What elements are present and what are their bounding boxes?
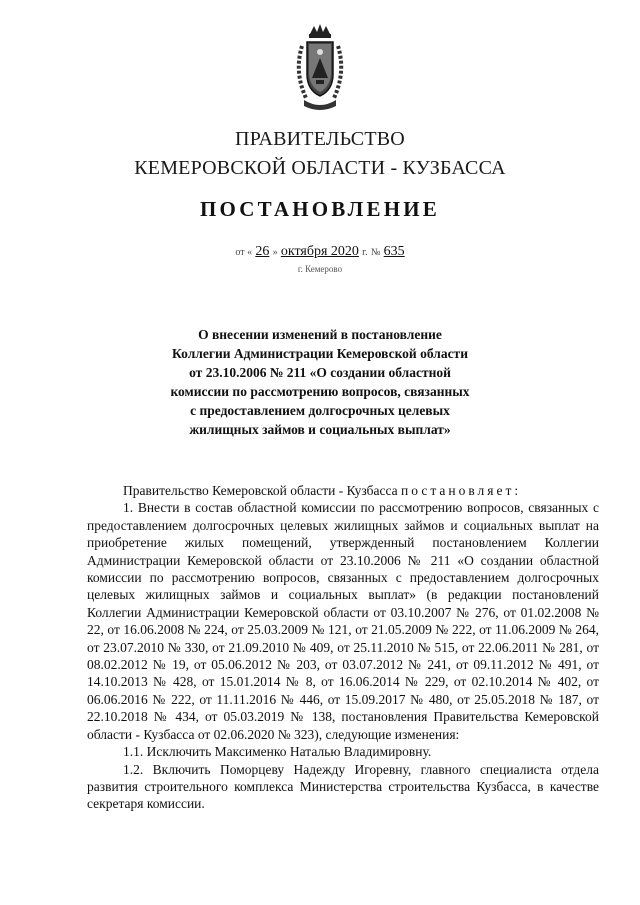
body-paragraph-1-1: 1.1. Исключить Максименко Наталью Владимировну.: [123, 744, 432, 760]
date-month-year: октября 2020: [280, 244, 359, 259]
body-paragraph-1-2: 1.2. Включить Поморцеву Надежду Игоревну, главного специалиста отдела развития строительного комплекса Министерства строительства Кузбасса, в качестве секретаря комиссии.: [87, 761, 599, 812]
subject-line: комиссии по рассмотрению вопросов, связанных: [170, 384, 470, 399]
date-quote-close: »: [272, 247, 278, 258]
date-year-suffix: г.: [362, 247, 368, 258]
organization-name-line2: КЕМЕРОВСКОЙ ОБЛАСТИ - КУЗБАССА: [134, 157, 506, 179]
body-intro: [87, 482, 599, 499]
intro-prefix: Правительство Кемеровской области - Кузбасса: [123, 483, 402, 498]
number-sign: №: [370, 247, 381, 258]
subject-line: от 23.10.2006 № 211 «О создании областной: [189, 365, 451, 380]
document-body: [87, 482, 599, 813]
city-label: г. Кемерово: [297, 264, 343, 274]
date-from-label: от «: [235, 247, 253, 258]
body-paragraph-1: 1. Внести в состав областной комиссии по рассмотрению вопросов, связанных с предоставлением долгосрочных целевых жилищных займов и социальных выплат на приобретение жилых помещений, утвержденный постановлением Коллегии Администрации Кемеровской области от 23.10.2006 № 211 «О создании областной комиссии по рассмотрению вопросов, связанных с предоставлением долгосрочных целевых жилищных займов и социальных выплат» (в редакции постановлений Коллегии Администрации Кемеровской области от 03.10.2007 № 276, от 01.02.2008 № 22, от 16.06.2008 № 224, от 25.03.2009 № 121, от 21.05.2009 № 222, от 11.06.2009 № 264, от 23.07.2010 № 330, от 21.09.2010 № 409, от 25.11.2010 № 515, от 22.06.2011 № 281, от 08.02.2012 № 19, от 05.06.2012 № 203, от 03.07.2012 № 241, от 09.11.2012 № 491, от 14.10.2013 № 428, от 15.01.2014 № 8, от 16.06.2014 № 229, от 02.10.2014 № 402, от 06.06.2016 № 222, от 11.11.2016 № 446, от 15.09.2017 № 480, от 25.05.2018 № 187, от 22.10.2018 № 434, от 05.03.2019 № 138, постановления Правительства Кемеровской области - Кузбасса от 02.06.2020 № 323), следующие изменения:: [87, 500, 599, 742]
document-dateline: [0, 243, 640, 260]
subject-line: с предоставлением долгосрочных целевых: [190, 403, 450, 418]
document-subject: [150, 325, 490, 439]
document-type-title: ПОСТАНОВЛЕНИЕ: [199, 197, 441, 221]
intro-resolves: постановляет:: [401, 483, 522, 498]
subject-line: Коллегии Администрации Кемеровской области: [172, 346, 468, 361]
subject-line: О внесении изменений в постановление: [198, 327, 442, 342]
document-number: 635: [383, 244, 405, 259]
coat-of-arms-emblem: [292, 22, 348, 114]
organization-name-line1: ПРАВИТЕЛЬСТВО: [235, 128, 405, 150]
subject-line: жилищных займов и социальных выплат»: [189, 422, 451, 437]
date-day: 26: [255, 244, 270, 259]
